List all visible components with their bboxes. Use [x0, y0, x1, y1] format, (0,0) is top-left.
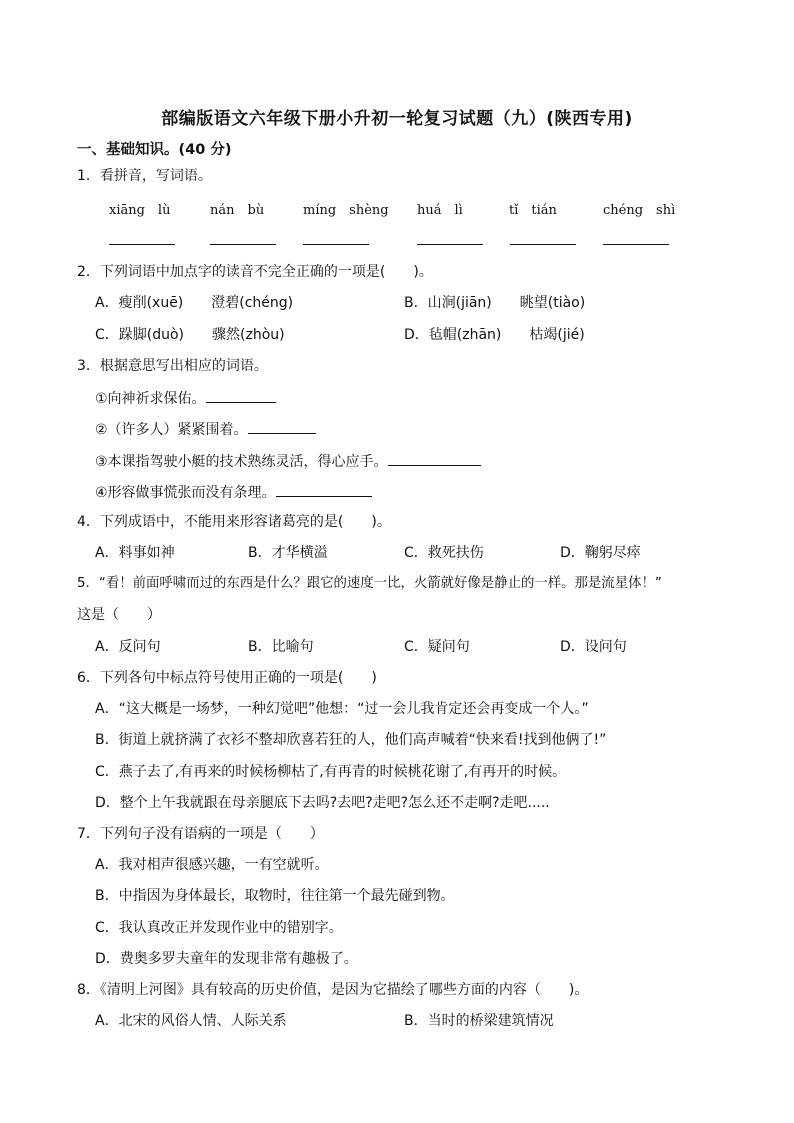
- question-2-option-c[interactable]: C．跺脚(duò) 骤然(zhòu): [95, 327, 285, 343]
- question-8-option-a[interactable]: A．北宋的风俗人情、人际关系: [95, 1013, 287, 1029]
- question-3-item-3: [95, 451, 481, 471]
- question-7-option-c[interactable]: C．我认真改正并发现作业中的错别字。: [95, 920, 343, 936]
- question-2-stem: 2．下列词语中加点字的读音不完全正确的一项是( )。: [77, 264, 433, 280]
- answer-blank-5[interactable]: [510, 244, 576, 245]
- question-3-item-4: [95, 482, 372, 502]
- question-1-stem: 1．看拼音，写词语。: [77, 168, 212, 184]
- question-3-stem: 3．根据意思写出相应的词语。: [77, 358, 268, 374]
- pinyin-2: nán bù: [210, 203, 265, 218]
- question-7-option-a[interactable]: A．我对相声很感兴趣，一有空就听。: [95, 857, 329, 873]
- question-3-item-3-text: ③本课指驾驶小艇的技术熟练灵活，得心应手。: [95, 454, 388, 470]
- question-4-option-d[interactable]: D．鞠躬尽瘁: [560, 545, 641, 561]
- question-4-stem: 4．下列成语中，不能用来形容诸葛亮的是( )。: [77, 514, 391, 530]
- pinyin-3: míng shèng: [303, 203, 389, 218]
- question-4-option-c[interactable]: C．救死扶伤: [404, 545, 484, 561]
- question-8-option-b[interactable]: B．当时的桥梁建筑情况: [404, 1013, 554, 1029]
- answer-blank-3-2[interactable]: [248, 419, 316, 434]
- section-heading: 一、基础知识。(40 分): [77, 142, 232, 158]
- question-5-option-c[interactable]: C．疑问句: [404, 639, 470, 655]
- question-3-item-4-text: ④形容做事慌张而没有条理。: [95, 485, 276, 501]
- page-title: 部编版语文六年级下册小升初一轮复习试题（九）(陕西专用): [161, 109, 633, 129]
- question-6-option-d[interactable]: D．整个上午我就跟在母亲腿底下去吗?去吧?走吧?怎么还不走啊?走吧.....: [95, 795, 550, 811]
- question-5-option-d[interactable]: D．设问句: [560, 639, 627, 655]
- question-3-item-1: [95, 388, 276, 408]
- pinyin-4: huá lì: [417, 203, 463, 218]
- question-5-option-a[interactable]: A．反问句: [95, 639, 161, 655]
- pinyin-5: tǐ tián: [509, 203, 557, 218]
- pinyin-1: xiāng lù: [109, 203, 171, 218]
- question-5-option-b[interactable]: B．比喻句: [248, 639, 314, 655]
- answer-blank-6[interactable]: [603, 244, 669, 245]
- question-6-option-a[interactable]: A．“这大概是一场梦，一种幻觉吧”他想：“过一会儿我肯定还会再变成一个人。”: [95, 701, 589, 717]
- question-2-option-d[interactable]: D．毡帽(zhān) 枯竭(jié): [404, 327, 585, 343]
- question-8-stem: 8．《清明上河图》具有较高的历史价值，是因为它描绘了哪些方面的内容（ )。: [77, 982, 589, 998]
- question-2-option-b[interactable]: B．山涧(jiān) 眺望(tiào): [404, 295, 586, 311]
- question-7-option-d[interactable]: D．费奥多罗夫童年的发现非常有趣极了。: [95, 951, 358, 967]
- question-4-option-b[interactable]: B．才华横溢: [248, 545, 328, 561]
- question-5-stem-line-1: 5．“看！前面呼啸而过的东西是什么？跟它的速度一比，火箭就好像是静止的一样。那是流星体！”: [77, 576, 662, 591]
- answer-blank-3-4[interactable]: [276, 482, 372, 497]
- question-7-option-b[interactable]: B．中指因为身体最长，取物时，往往第一个最先碰到物。: [95, 888, 455, 904]
- question-3-item-2: [95, 419, 316, 439]
- question-7-stem: 7．下列句子没有语病的一项是（ ）: [77, 826, 324, 842]
- question-5-stem-line-2: 这是（ ）: [77, 607, 161, 623]
- answer-blank-1[interactable]: [109, 244, 175, 245]
- question-6-stem: 6．下列各句中标点符号使用正确的一项是( ): [77, 670, 377, 686]
- answer-blank-4[interactable]: [417, 244, 483, 245]
- question-4-option-a[interactable]: A．料事如神: [95, 545, 175, 561]
- answer-blank-3-3[interactable]: [388, 451, 481, 466]
- question-6-option-c[interactable]: C．燕子去了,有再来的时候杨柳枯了,有再青的时候桃花谢了,有再开的时候。: [95, 764, 567, 780]
- question-3-item-1-text: ①向神祈求保佑。: [95, 391, 206, 407]
- answer-blank-3-1[interactable]: [206, 388, 276, 403]
- question-3-item-2-text: ②（许多人）紧紧围着。: [95, 422, 248, 438]
- pinyin-6: chéng shì: [603, 203, 676, 218]
- answer-blank-2[interactable]: [210, 244, 276, 245]
- question-6-option-b[interactable]: B．街道上就挤满了衣衫不整却欣喜若狂的人，他们高声喊着“快来看!找到他俩了!”: [95, 732, 607, 748]
- question-2-option-a[interactable]: A．瘦削(xuē) 澄碧(chéng): [95, 295, 294, 311]
- answer-blank-3[interactable]: [303, 244, 369, 245]
